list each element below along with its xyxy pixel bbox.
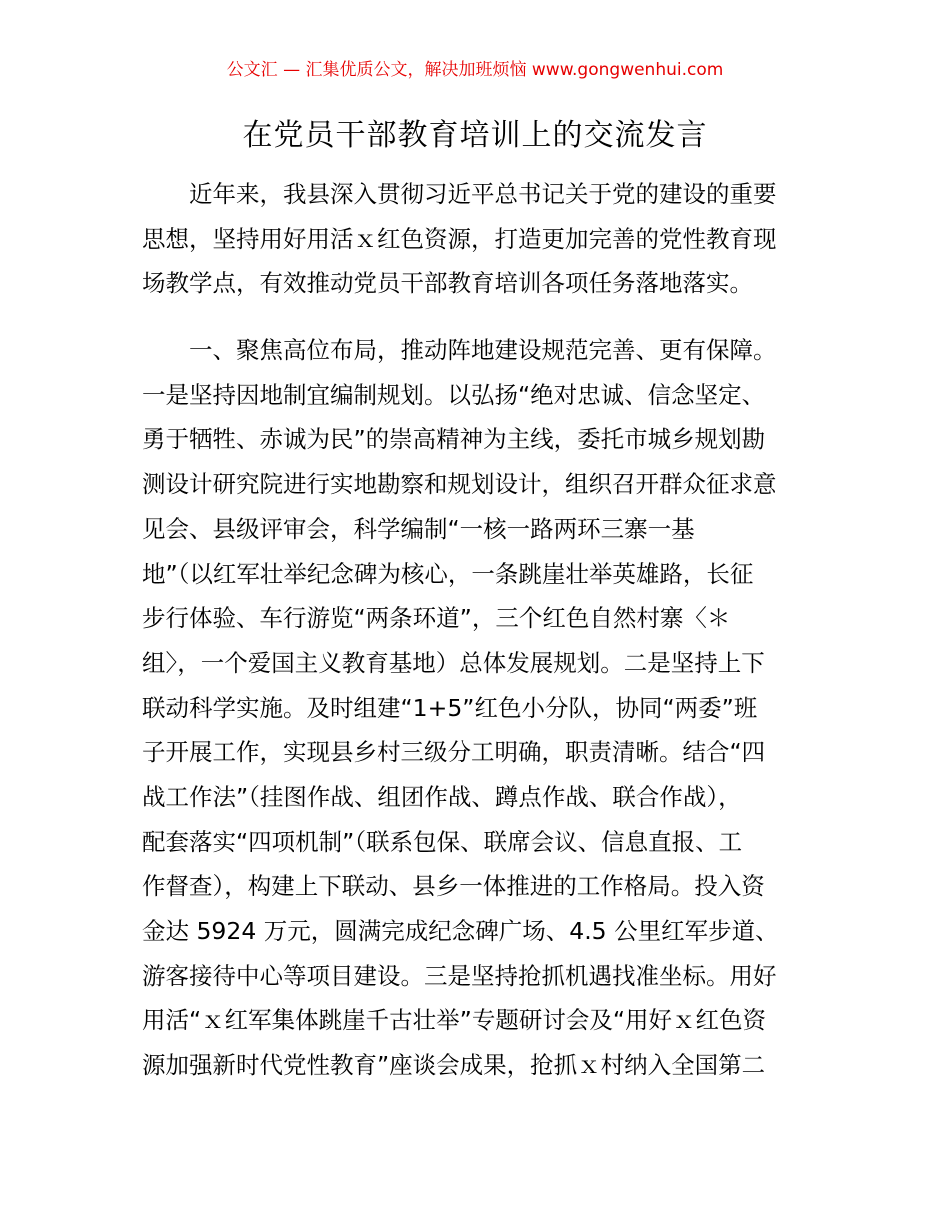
paragraph-section-one <box>142 328 814 1088</box>
text-line: 作督查），构建上下联动、县乡一体推进的工作格局。投入资 <box>142 872 765 901</box>
text-line: 金达 5924 万元，圆满完成纪念碑广场、4.5 公里红军步道、 <box>142 917 779 945</box>
text-line: 源加强新时代党性教育”座谈会成果，抢抓ｘ村纳入全国第二 <box>142 1051 766 1080</box>
text-line: 用活“ｘ红军集体跳崖千古壮举”专题研讨会及“用好ｘ红色资 <box>142 1006 767 1035</box>
text-line: 配套落实“四项机制”（联系包保、联席会议、信息直报、工 <box>142 827 743 856</box>
site-banner: 公文汇 — 汇集优质公文，解决加班烦恼 www.gongwenhui.com <box>226 60 724 80</box>
text-line: 游客接待中心等项目建设。三是坚持抢抓机遇找准坐标。用好 <box>142 961 777 990</box>
text-line: 步行体验、车行游览“两条环道”，三个红色自然村寨〈＊ <box>142 604 731 633</box>
text-line: 战工作法”（挂图作战、组团作战、蹲点作战、联合作战）， <box>142 782 742 811</box>
paragraph-gap <box>142 306 814 328</box>
text-line: 近年来，我县深入贯彻习近平总书记关于党的建设的重要 <box>142 180 777 208</box>
text-line: 测设计研究院进行实地勘察和规划设计，组织召开群众征求意 <box>142 470 777 499</box>
text-line: 组〉，一个爱国主义教育基地）总体发展规划。二是坚持上下 <box>142 648 765 677</box>
text-line: 场教学点，有效推动党员干部教育培训各项任务落地落实。 <box>142 269 753 298</box>
text-line: 子开展工作，实现县乡村三级分工明确，职责清晰。结合“四 <box>142 738 766 767</box>
text-line: 见会、县级评审会，科学编制“一核一路两环三寨一基 <box>142 514 695 543</box>
text-line: 地”（以红军壮举纪念碑为核心，一条跳崖壮举英雄路，长征 <box>142 559 754 588</box>
text-line: 一、聚焦高位布局，推动阵地建设规范完善、更有保障。 <box>142 336 777 365</box>
document-title: 在党员干部教育培训上的交流发言 <box>242 118 708 153</box>
text-line: 一是坚持因地制宜编制规划。以弘扬“绝对忠诚、信念坚定、 <box>142 380 766 409</box>
text-line: 思想，坚持用好用活ｘ红色资源，打造更加完善的党性教育现 <box>142 224 777 253</box>
text-line: 联动科学实施。及时组建“1+5”红色小分队，协同“两委”班 <box>142 693 758 722</box>
document-body <box>142 172 814 1088</box>
paragraph-intro <box>142 172 814 306</box>
text-line: 勇于牺牲、赤诚为民”的崇高精神为主线，委托市城乡规划勘 <box>142 425 766 454</box>
